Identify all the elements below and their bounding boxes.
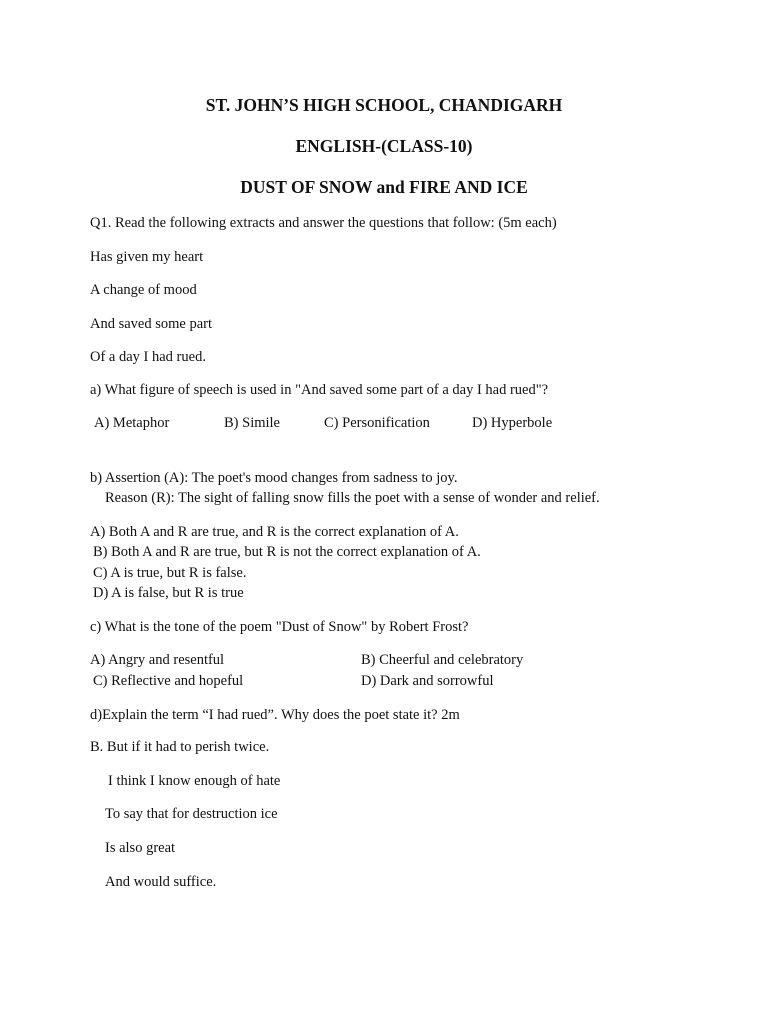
part-b-intro: B. But if it had to perish twice. xyxy=(90,739,270,755)
q1-instruction: Q1. Read the following extracts and answer the questions that follow: (5m each) xyxy=(90,215,557,231)
extract-line: Has given my heart xyxy=(90,249,204,265)
option-a-1: A) Metaphor xyxy=(94,415,170,431)
option-b-2: B) Both A and R are true, but R is not the correct explanation of A. xyxy=(93,544,481,560)
option-c-4: D) Dark and sorrowful xyxy=(361,673,494,689)
subject-title: ENGLISH-(CLASS-10) xyxy=(295,136,473,156)
option-c-2: B) Cheerful and celebratory xyxy=(361,652,524,668)
poem-line: To say that for destruction ice xyxy=(105,806,278,822)
option-c-3: C) Reflective and hopeful xyxy=(93,673,244,689)
extract-line: A change of mood xyxy=(90,282,197,298)
poem-line: Is also great xyxy=(105,840,176,856)
poem-line: And would suffice. xyxy=(105,874,217,890)
question-b-reason: Reason (R): The sight of falling snow fills the poet with a sense of wonder and relief. xyxy=(105,490,600,506)
question-c: c) What is the tone of the poem "Dust of Snow" by Robert Frost? xyxy=(90,619,469,635)
option-a-3: C) Personification xyxy=(324,415,430,431)
option-b-1: A) Both A and R are true, and R is the correct explanation of A. xyxy=(90,524,459,540)
extract-line: And saved some part xyxy=(90,316,213,332)
extract-line: Of a day I had rued. xyxy=(90,349,206,365)
question-b-assertion: b) Assertion (A): The poet's mood changes from sadness to joy. xyxy=(90,470,458,486)
option-a-2: B) Simile xyxy=(224,415,280,431)
option-b-3: C) A is true, but R is false. xyxy=(93,565,247,581)
option-c-1: A) Angry and resentful xyxy=(90,652,225,668)
topic-title: DUST OF SNOW and FIRE AND ICE xyxy=(240,177,528,197)
poem-line: I think I know enough of hate xyxy=(108,773,281,789)
option-a-4: D) Hyperbole xyxy=(472,415,553,431)
question-d: d)Explain the term “I had rued”. Why does the poet state it? 2m xyxy=(90,707,460,723)
option-b-4: D) A is false, but R is true xyxy=(93,585,244,601)
question-a: a) What figure of speech is used in "And saved some part of a day I had rued"? xyxy=(90,382,549,398)
school-name: ST. JOHN’S HIGH SCHOOL, CHANDIGARH xyxy=(205,95,563,115)
